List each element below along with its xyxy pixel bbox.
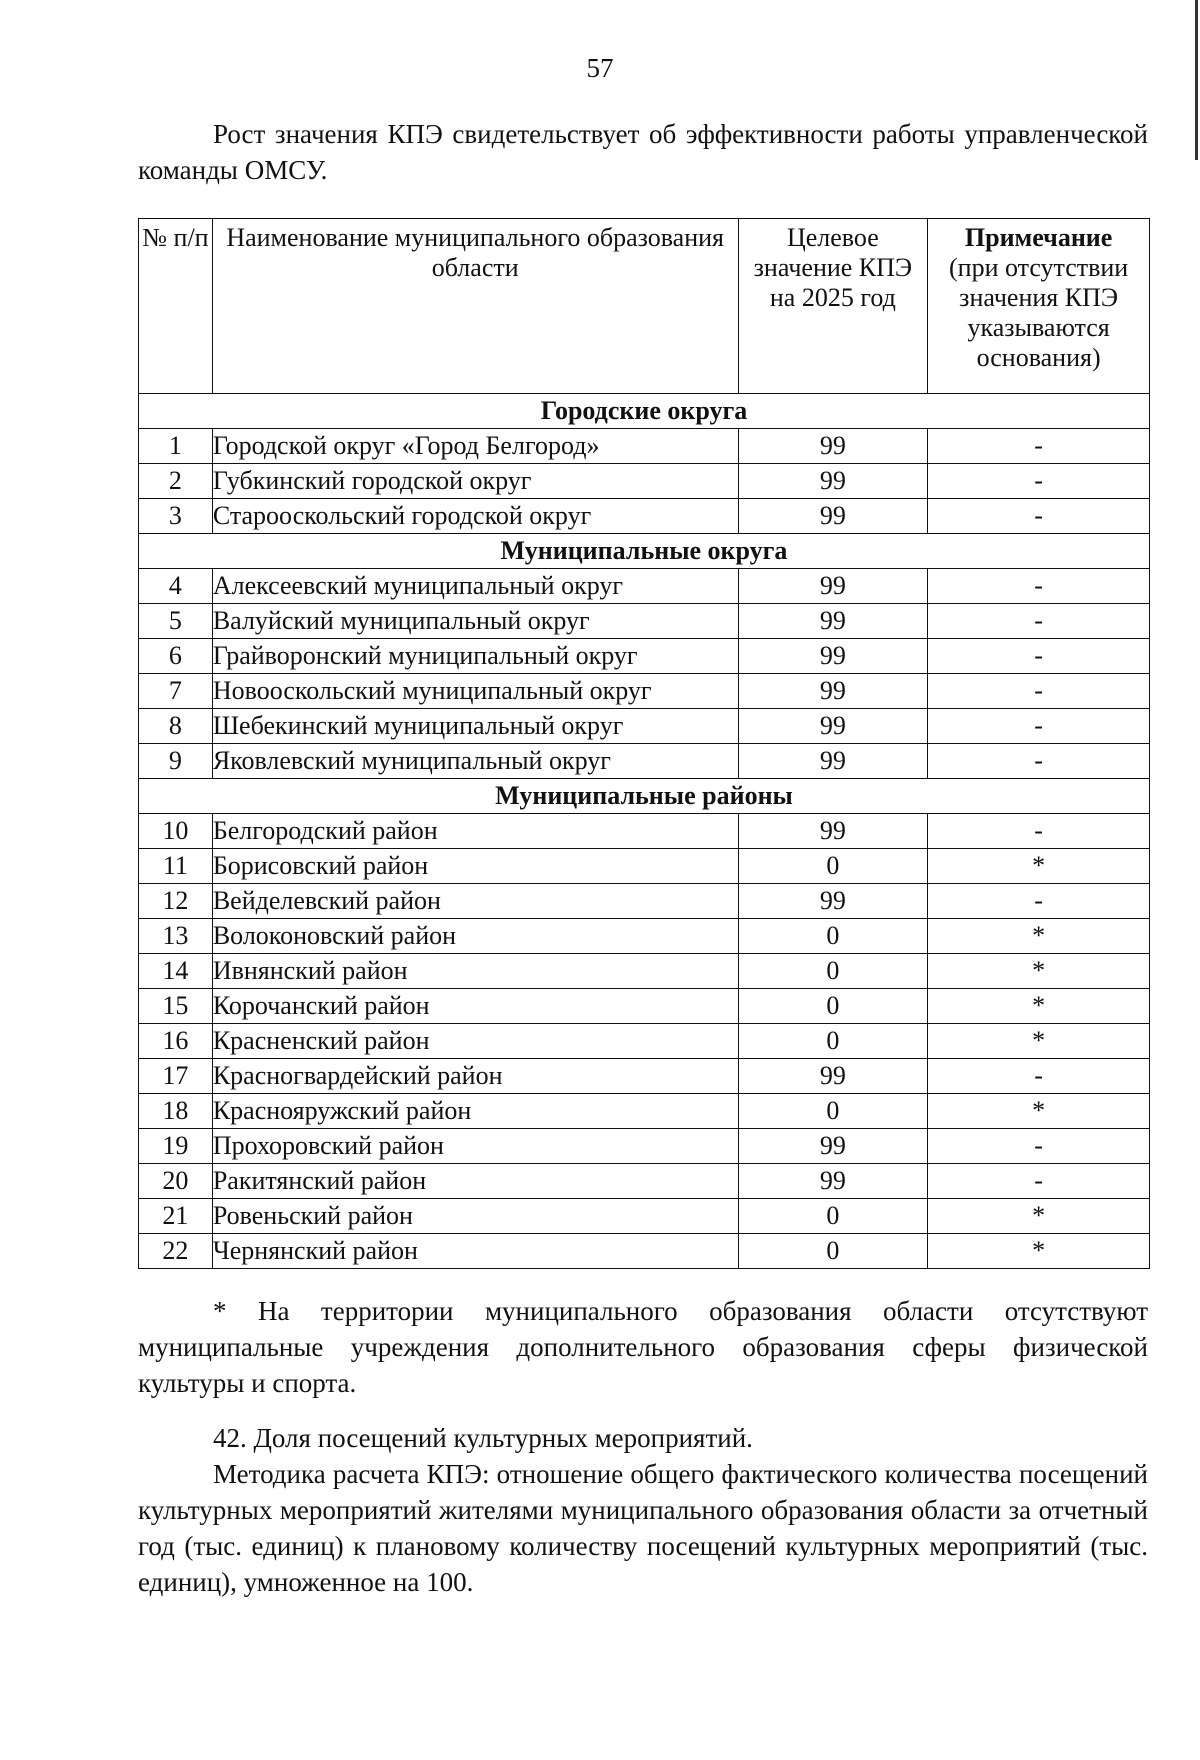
table-row (139, 429, 1150, 464)
row-number: 2 (139, 464, 213, 499)
row-number: 10 (139, 814, 213, 849)
row-number: 3 (139, 499, 213, 534)
table-row (139, 989, 1150, 1024)
page-number: 57 (586, 53, 614, 83)
row-municipality-name: Корочанский район (212, 989, 738, 1024)
kpe-target-table (138, 218, 1150, 1269)
row-note: - (928, 709, 1150, 744)
row-target-value: 0 (738, 989, 928, 1024)
row-number: 20 (139, 1164, 213, 1199)
table-row (139, 744, 1150, 779)
section-row (139, 779, 1150, 814)
row-municipality-name: Грайворонский муниципальный округ (212, 639, 738, 674)
row-number: 16 (139, 1024, 213, 1059)
row-note: * (928, 919, 1150, 954)
row-target-value: 99 (738, 464, 928, 499)
row-municipality-name: Краснояружский район (212, 1094, 738, 1129)
row-municipality-name: Красногвардейский район (212, 1059, 738, 1094)
header-note-title: Примечание (964, 223, 1113, 252)
row-target-value: 99 (738, 884, 928, 919)
row-target-value: 99 (738, 604, 928, 639)
row-target-value: 99 (738, 709, 928, 744)
header-note (928, 219, 1150, 394)
row-target-value: 99 (738, 674, 928, 709)
row-number: 12 (139, 884, 213, 919)
row-municipality-name: Яковлевский муниципальный округ (212, 744, 738, 779)
row-municipality-name: Чернянский район (212, 1234, 738, 1269)
row-target-value: 99 (738, 1059, 928, 1094)
row-target-value: 0 (738, 1199, 928, 1234)
row-target-value: 0 (738, 1094, 928, 1129)
row-target-value: 0 (738, 1024, 928, 1059)
row-target-value: 0 (738, 1234, 928, 1269)
row-number: 22 (139, 1234, 213, 1269)
header-note-detail: (при отсутствии значения КПЭ указываются основания) (949, 253, 1129, 372)
row-municipality-name: Ровеньский район (212, 1199, 738, 1234)
row-note: * (928, 989, 1150, 1024)
table-row (139, 919, 1150, 954)
table-row (139, 674, 1150, 709)
row-number: 9 (139, 744, 213, 779)
row-municipality-name: Валуйский муниципальный округ (212, 604, 738, 639)
row-note: - (928, 1059, 1150, 1094)
table-row (139, 814, 1150, 849)
row-municipality-name: Старооскольский городской округ (212, 499, 738, 534)
intro-paragraph: Рост значения КПЭ свидетельствует об эффективности работы управленческой команды ОМСУ. (138, 119, 1148, 185)
row-municipality-name: Губкинский городской округ (212, 464, 738, 499)
section-row (139, 394, 1150, 429)
table-row (139, 1164, 1150, 1199)
row-target-value: 0 (738, 954, 928, 989)
row-target-value: 99 (738, 744, 928, 779)
item-heading: 42. Доля посещений культурных мероприятий. (213, 1423, 753, 1453)
row-municipality-name: Прохоровский район (212, 1129, 738, 1164)
row-note: - (928, 499, 1150, 534)
row-number: 15 (139, 989, 213, 1024)
row-note: * (928, 1199, 1150, 1234)
table-row (139, 1024, 1150, 1059)
row-note: * (928, 1024, 1150, 1059)
row-target-value: 99 (738, 429, 928, 464)
table-row (139, 1059, 1150, 1094)
table-row (139, 604, 1150, 639)
table-row (139, 499, 1150, 534)
table-row (139, 709, 1150, 744)
row-target-value: 99 (738, 1164, 928, 1199)
table-row (139, 849, 1150, 884)
row-note: * (928, 954, 1150, 989)
row-note: - (928, 744, 1150, 779)
method-paragraph: Методика расчета КПЭ: отношение общего фактического количества посещений культурных мероприятий жителями муниципального образования области за отчетный год (тыс. единиц) к плановому количеству посещений культурных мероприятий (тыс. единиц), умноженное на 100. (138, 1459, 1148, 1597)
row-note: - (928, 1164, 1150, 1199)
section-title: Городские округа (139, 394, 1150, 429)
row-number: 11 (139, 849, 213, 884)
row-target-value: 0 (738, 849, 928, 884)
header-name: Наименование муниципального образования области (212, 219, 738, 394)
row-target-value: 99 (738, 1129, 928, 1164)
row-municipality-name: Борисовский район (212, 849, 738, 884)
table-row (139, 954, 1150, 989)
row-note: - (928, 569, 1150, 604)
row-municipality-name: Городской округ «Город Белгород» (212, 429, 738, 464)
row-note: * (928, 1234, 1150, 1269)
footnote-paragraph: * На территории муниципального образования области отсутствуют муниципальные учреждения дополнительного образования сферы физической культуры и спорта. (138, 1296, 1148, 1398)
row-note: - (928, 884, 1150, 919)
row-target-value: 99 (738, 639, 928, 674)
table-body (139, 394, 1150, 1269)
table-row (139, 1129, 1150, 1164)
row-note: - (928, 1129, 1150, 1164)
row-note: * (928, 849, 1150, 884)
table-row (139, 464, 1150, 499)
row-municipality-name: Шебекинский муниципальный округ (212, 709, 738, 744)
row-municipality-name: Белгородский район (212, 814, 738, 849)
row-municipality-name: Красненский район (212, 1024, 738, 1059)
table-row (139, 884, 1150, 919)
row-municipality-name: Ракитянский район (212, 1164, 738, 1199)
row-municipality-name: Новооскольский муниципальный округ (212, 674, 738, 709)
section-row (139, 534, 1150, 569)
row-number: 8 (139, 709, 213, 744)
row-number: 4 (139, 569, 213, 604)
row-municipality-name: Алексеевский муниципальный округ (212, 569, 738, 604)
row-number: 14 (139, 954, 213, 989)
row-note: - (928, 464, 1150, 499)
row-note: - (928, 429, 1150, 464)
table-header-row (139, 219, 1150, 394)
section-title: Муниципальные округа (139, 534, 1150, 569)
row-target-value: 99 (738, 569, 928, 604)
row-municipality-name: Ивнянский район (212, 954, 738, 989)
row-target-value: 0 (738, 919, 928, 954)
row-municipality-name: Волоконовский район (212, 919, 738, 954)
row-number: 7 (139, 674, 213, 709)
row-number: 6 (139, 639, 213, 674)
header-target-value: Целевое значение КПЭ на 2025 год (738, 219, 928, 394)
row-number: 5 (139, 604, 213, 639)
row-note: - (928, 674, 1150, 709)
row-target-value: 99 (738, 814, 928, 849)
table-row (139, 639, 1150, 674)
row-note: - (928, 814, 1150, 849)
row-note: * (928, 1094, 1150, 1129)
table-row (139, 569, 1150, 604)
row-number: 19 (139, 1129, 213, 1164)
row-target-value: 99 (738, 499, 928, 534)
row-municipality-name: Вейделевский район (212, 884, 738, 919)
row-number: 17 (139, 1059, 213, 1094)
row-number: 18 (139, 1094, 213, 1129)
row-number: 21 (139, 1199, 213, 1234)
table-row (139, 1199, 1150, 1234)
table-row (139, 1234, 1150, 1269)
row-number: 13 (139, 919, 213, 954)
row-note: - (928, 639, 1150, 674)
section-title: Муниципальные районы (139, 779, 1150, 814)
row-note: - (928, 604, 1150, 639)
table-row (139, 1094, 1150, 1129)
row-number: 1 (139, 429, 213, 464)
header-number: № п/п (139, 219, 213, 394)
